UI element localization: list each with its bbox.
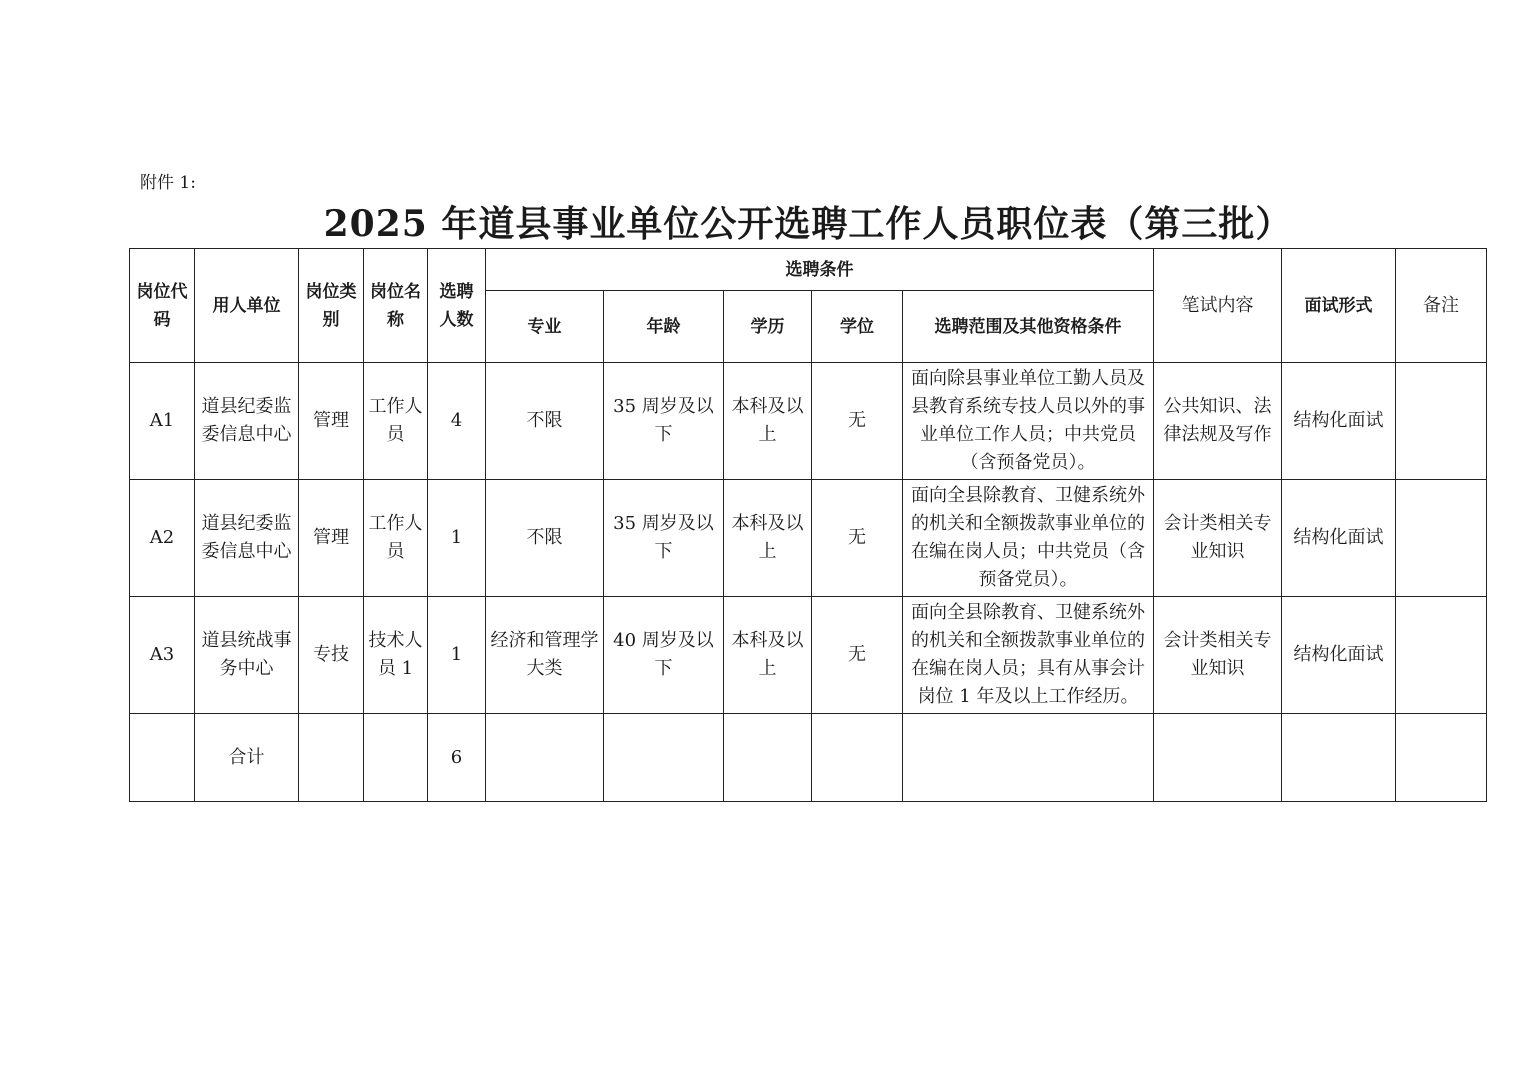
cell-exam: 公共知识、法律法规及写作 bbox=[1154, 363, 1282, 480]
header-remark: 备注 bbox=[1396, 249, 1487, 363]
cell-post-name: 技术人员 1 bbox=[364, 597, 428, 714]
cell-scope: 面向除县事业单位工勤人员及县教育系统专技人员以外的事业单位工作人员；中共党员（含预备党员）。 bbox=[903, 363, 1154, 480]
total-empty bbox=[1396, 714, 1487, 802]
total-empty bbox=[130, 714, 195, 802]
cell-category: 管理 bbox=[299, 363, 364, 480]
cell-age: 35 周岁及以下 bbox=[604, 480, 724, 597]
cell-age: 40 周岁及以下 bbox=[604, 597, 724, 714]
total-empty bbox=[1154, 714, 1282, 802]
header-education: 学历 bbox=[724, 291, 812, 363]
cell-post-name: 工作人员 bbox=[364, 363, 428, 480]
total-empty bbox=[299, 714, 364, 802]
total-row bbox=[130, 714, 1487, 802]
total-empty bbox=[903, 714, 1154, 802]
table-row bbox=[130, 480, 1487, 597]
attachment-label: 附件 1: bbox=[140, 173, 196, 193]
cell-scope: 面向全县除教育、卫健系统外的机关和全额拨款事业单位的在编在岗人员；中共党员（含预备党员）。 bbox=[903, 480, 1154, 597]
total-empty bbox=[812, 714, 903, 802]
cell-exam: 会计类相关专业知识 bbox=[1154, 597, 1282, 714]
header-unit: 用人单位 bbox=[195, 249, 299, 363]
header-category: 岗位类别 bbox=[299, 249, 364, 363]
cell-scope: 面向全县除教育、卫健系统外的机关和全额拨款事业单位的在编在岗人员；具有从事会计岗位 1 年及以上工作经历。 bbox=[903, 597, 1154, 714]
cell-code: A2 bbox=[130, 480, 195, 597]
cell-category: 管理 bbox=[299, 480, 364, 597]
header-count: 选聘人数 bbox=[428, 249, 486, 363]
header-interview: 面试形式 bbox=[1282, 249, 1396, 363]
cell-age: 35 周岁及以下 bbox=[604, 363, 724, 480]
cell-post-name: 工作人员 bbox=[364, 480, 428, 597]
total-label: 合计 bbox=[195, 714, 299, 802]
total-empty bbox=[1282, 714, 1396, 802]
position-table bbox=[129, 248, 1487, 802]
cell-count: 4 bbox=[428, 363, 486, 480]
cell-category: 专技 bbox=[299, 597, 364, 714]
cell-remark bbox=[1396, 597, 1487, 714]
cell-degree: 无 bbox=[812, 480, 903, 597]
header-exam: 笔试内容 bbox=[1154, 249, 1282, 363]
header-major: 专业 bbox=[486, 291, 604, 363]
header-conditions: 选聘条件 bbox=[486, 249, 1154, 291]
cell-interview: 结构化面试 bbox=[1282, 363, 1396, 480]
total-count: 6 bbox=[428, 714, 486, 802]
cell-education: 本科及以上 bbox=[724, 597, 812, 714]
page-title: 2025 年道县事业单位公开选聘工作人员职位表（第三批） bbox=[323, 203, 1293, 245]
cell-degree: 无 bbox=[812, 597, 903, 714]
total-empty bbox=[724, 714, 812, 802]
cell-major: 不限 bbox=[486, 363, 604, 480]
table-row bbox=[130, 597, 1487, 714]
header-post-name: 岗位名称 bbox=[364, 249, 428, 363]
cell-code: A1 bbox=[130, 363, 195, 480]
cell-degree: 无 bbox=[812, 363, 903, 480]
cell-count: 1 bbox=[428, 597, 486, 714]
cell-remark bbox=[1396, 480, 1487, 597]
cell-remark bbox=[1396, 363, 1487, 480]
cell-major: 经济和管理学大类 bbox=[486, 597, 604, 714]
header-code: 岗位代码 bbox=[130, 249, 195, 363]
cell-major: 不限 bbox=[486, 480, 604, 597]
table-row bbox=[130, 363, 1487, 480]
cell-unit: 道县统战事务中心 bbox=[195, 597, 299, 714]
cell-education: 本科及以上 bbox=[724, 363, 812, 480]
cell-exam: 会计类相关专业知识 bbox=[1154, 480, 1282, 597]
cell-code: A3 bbox=[130, 597, 195, 714]
header-age: 年龄 bbox=[604, 291, 724, 363]
total-empty bbox=[364, 714, 428, 802]
cell-education: 本科及以上 bbox=[724, 480, 812, 597]
total-empty bbox=[486, 714, 604, 802]
header-row-1 bbox=[130, 249, 1487, 291]
cell-interview: 结构化面试 bbox=[1282, 480, 1396, 597]
cell-unit: 道县纪委监委信息中心 bbox=[195, 363, 299, 480]
cell-count: 1 bbox=[428, 480, 486, 597]
header-degree: 学位 bbox=[812, 291, 903, 363]
cell-interview: 结构化面试 bbox=[1282, 597, 1396, 714]
total-empty bbox=[604, 714, 724, 802]
cell-unit: 道县纪委监委信息中心 bbox=[195, 480, 299, 597]
header-scope: 选聘范围及其他资格条件 bbox=[903, 291, 1154, 363]
